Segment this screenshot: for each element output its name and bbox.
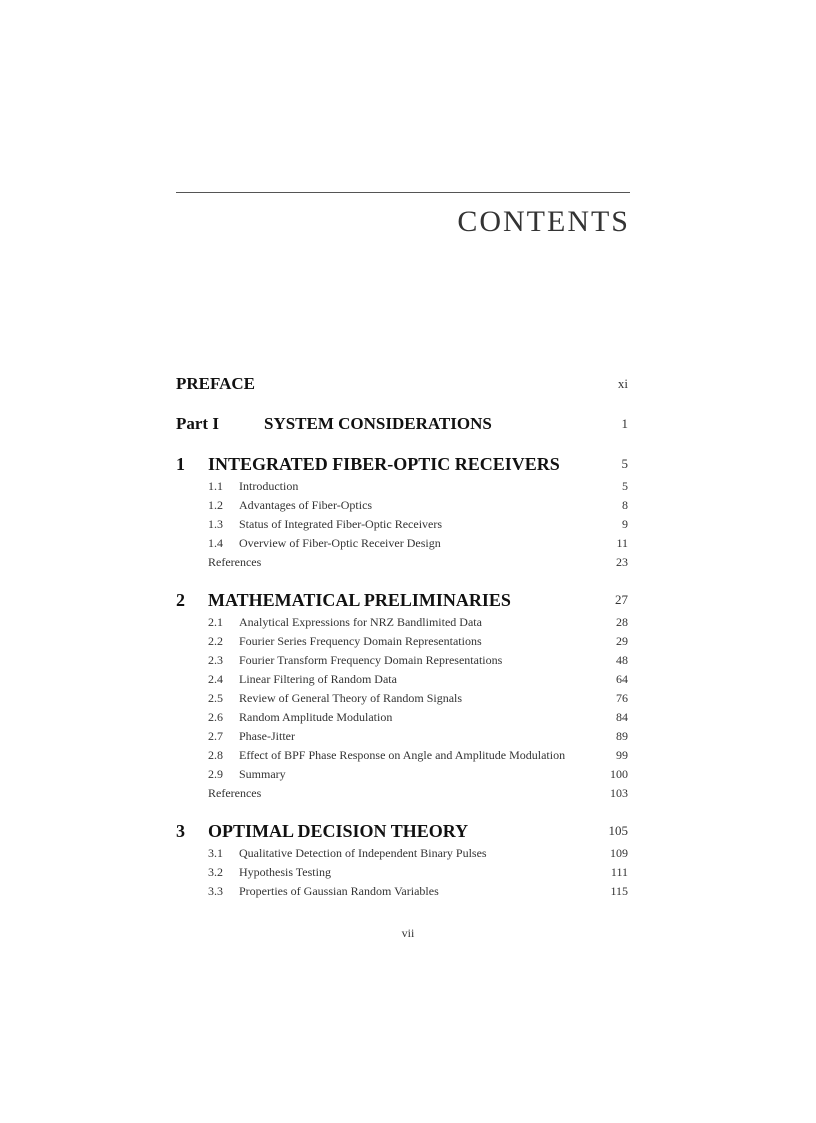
page-number: vii [401, 926, 415, 940]
section-number: 3.2 [208, 865, 223, 879]
chapter-number: 2 [176, 590, 185, 610]
section-entry[interactable] [176, 844, 630, 863]
section-title: Review of General Theory of Random Signals [239, 691, 463, 705]
chapter-number: 1 [176, 454, 185, 474]
section-entry[interactable] [176, 708, 630, 727]
section-title: Fourier Transform Frequency Domain Representations [239, 653, 503, 667]
chapter-page: 5 [621, 456, 628, 471]
chapter-page: 105 [608, 823, 628, 838]
section-entry[interactable] [176, 496, 630, 515]
section-title: Random Amplitude Modulation [239, 710, 393, 724]
section-title: Phase-Jitter [239, 729, 295, 743]
section-number: 2.1 [208, 615, 223, 629]
chapter-title: INTEGRATED FIBER-OPTIC RECEIVERS [208, 454, 560, 474]
section-title: Advantages of Fiber-Optics [239, 498, 373, 512]
section-number: 1.1 [208, 479, 223, 493]
page-title: CONTENTS [457, 205, 630, 238]
section-page: 76 [616, 691, 628, 705]
section-page: 5 [622, 479, 628, 493]
section-page: 11 [616, 536, 628, 550]
section-title: Properties of Gaussian Random Variables [239, 884, 439, 898]
section-number: 2.7 [208, 729, 223, 743]
section-number: 1.2 [208, 498, 223, 512]
references-page: 103 [610, 786, 628, 800]
section-title: Linear Filtering of Random Data [239, 672, 397, 686]
section-number: 2.8 [208, 748, 223, 762]
preface-title: PREFACE [176, 374, 256, 393]
section-entry[interactable] [176, 534, 630, 553]
section-page: 48 [616, 653, 628, 667]
section-number: 2.4 [208, 672, 223, 686]
part-page: 1 [621, 416, 628, 431]
section-entry[interactable] [176, 746, 630, 765]
chapter-page: 27 [615, 592, 628, 607]
section-entry[interactable] [176, 632, 630, 651]
section-entry[interactable] [176, 613, 630, 632]
section-entry[interactable] [176, 515, 630, 534]
section-page: 111 [610, 865, 628, 879]
section-entry[interactable] [176, 651, 630, 670]
section-title: Qualitative Detection of Independent Binary Pulses [239, 846, 487, 860]
section-page: 8 [622, 498, 628, 512]
part-title: SYSTEM CONSIDERATIONS [264, 414, 492, 433]
chapter-title: OPTIMAL DECISION THEORY [208, 821, 469, 841]
preface-page: xi [617, 376, 628, 391]
table-of-contents [176, 371, 630, 901]
section-number: 3.3 [208, 884, 223, 898]
section-title: Introduction [239, 479, 299, 493]
section-number: 2.6 [208, 710, 223, 724]
section-title: Fourier Series Frequency Domain Representations [239, 634, 482, 648]
section-entry[interactable] [176, 689, 630, 708]
section-title: Effect of BPF Phase Response on Angle and Amplitude Modulation [239, 748, 566, 762]
section-number: 2.5 [208, 691, 223, 705]
section-entry[interactable] [176, 477, 630, 496]
part-label: Part I [176, 414, 219, 433]
section-page: 29 [616, 634, 628, 648]
references-page: 23 [616, 555, 628, 569]
section-number: 3.1 [208, 846, 223, 860]
section-title: Overview of Fiber-Optic Receiver Design [239, 536, 441, 550]
chapter-title: MATHEMATICAL PRELIMINARIES [208, 590, 511, 610]
header-rule [176, 192, 630, 193]
section-entry[interactable] [176, 863, 630, 882]
section-number: 1.4 [208, 536, 223, 550]
toc-part[interactable] [176, 411, 630, 437]
toc-preface[interactable] [176, 371, 630, 397]
section-title: Status of Integrated Fiber-Optic Receivers [239, 517, 443, 531]
section-number: 2.3 [208, 653, 223, 667]
section-entry[interactable] [176, 727, 630, 746]
section-page: 89 [616, 729, 628, 743]
section-title: Hypothesis Testing [239, 865, 331, 879]
section-page: 100 [610, 767, 628, 781]
section-entry[interactable] [176, 765, 630, 784]
section-entry[interactable] [176, 670, 630, 689]
chapter-number: 3 [176, 821, 185, 841]
references-title: References [208, 555, 262, 569]
references-entry[interactable] [176, 784, 630, 803]
section-title: Analytical Expressions for NRZ Bandlimited Data [239, 615, 482, 629]
chapter-heading[interactable] [176, 587, 630, 613]
section-page: 115 [610, 884, 628, 898]
section-page: 28 [616, 615, 628, 629]
section-title: Summary [239, 767, 286, 781]
section-page: 64 [616, 672, 628, 686]
chapter-heading[interactable] [176, 818, 630, 844]
section-entry[interactable] [176, 882, 630, 901]
section-page: 109 [610, 846, 628, 860]
references-title: References [208, 786, 262, 800]
section-number: 2.2 [208, 634, 223, 648]
chapter-heading[interactable] [176, 451, 630, 477]
references-entry[interactable] [176, 553, 630, 572]
section-number: 1.3 [208, 517, 223, 531]
section-page: 99 [616, 748, 628, 762]
section-page: 84 [616, 710, 628, 724]
section-number: 2.9 [208, 767, 223, 781]
section-page: 9 [622, 517, 628, 531]
